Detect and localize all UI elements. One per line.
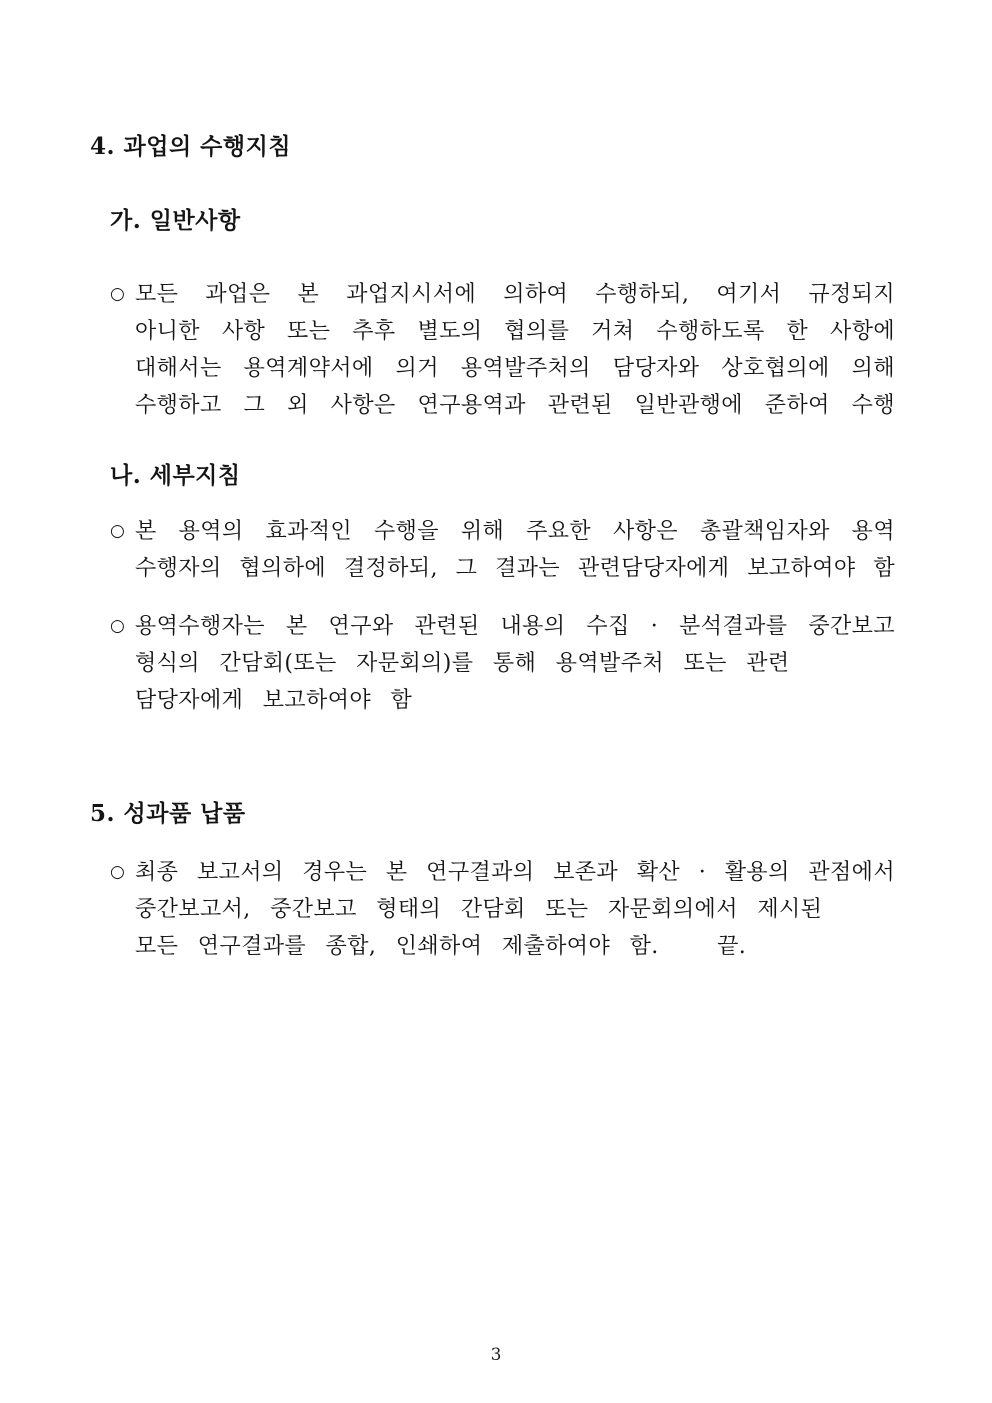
text-line: 모든 연구결과를 종합, 인쇄하여 제출하여야 함. 끝. <box>135 934 747 959</box>
section-5-title: 5. 성과품 납품 <box>90 800 246 827</box>
text-line: 중간보고서, 중간보고 형태의 간담회 또는 자문회의에서 제시된 <box>135 897 823 922</box>
text-line: 수행하고 그 외 사항은 연구용역과 관련된 일반관행에 준하여 수행 <box>135 393 895 418</box>
text-line: 본 용역의 효과적인 수행을 위해 주요한 사항은 총괄책임자와 용역 <box>135 519 895 544</box>
circle-bullet-icon: ○ <box>110 862 125 882</box>
bullet-item-detail-2 <box>110 608 895 719</box>
circle-bullet-icon: ○ <box>110 521 125 541</box>
bullet-text <box>135 854 895 965</box>
bullet-text <box>135 513 895 587</box>
subsection-na-title: 나. 세부지침 <box>110 462 241 489</box>
bullet-text <box>135 276 895 424</box>
text-line: 형식의 간담회(또는 자문회의)를 통해 용역발주처 또는 관련 <box>135 651 790 676</box>
text-line: 용역수행자는 본 연구와 관련된 내용의 수집 · 분석결과를 중간보고 <box>135 614 895 639</box>
bullet-item-general-1 <box>110 276 895 424</box>
document-content <box>90 133 895 965</box>
text-line: 모든 과업은 본 과업지시서에 의하여 수행하되, 여기서 규정되지 <box>135 282 895 307</box>
text-line: 최종 보고서의 경우는 본 연구결과의 보존과 확산 · 활용의 관점에서 <box>135 860 895 885</box>
section-4-title: 4. 과업의 수행지침 <box>90 133 292 160</box>
page-number: 3 <box>490 1345 502 1365</box>
bullet-item-detail-1 <box>110 513 895 587</box>
bullet-text <box>135 608 895 719</box>
text-line: 수행자의 협의하에 결정하되, 그 결과는 관련담당자에게 보고하여야 함 <box>135 556 895 581</box>
bullet-item-deliverable-1 <box>110 854 895 965</box>
circle-bullet-icon: ○ <box>110 616 125 636</box>
circle-bullet-icon: ○ <box>110 284 125 304</box>
text-line: 대해서는 용역계약서에 의거 용역발주처의 담당자와 상호협의에 의해 <box>135 356 895 381</box>
subsection-ga-title: 가. 일반사항 <box>110 207 241 234</box>
text-line: 담당자에게 보고하여야 함 <box>135 688 413 713</box>
text-line: 아니한 사항 또는 추후 별도의 협의를 거쳐 수행하도록 한 사항에 <box>135 319 895 344</box>
